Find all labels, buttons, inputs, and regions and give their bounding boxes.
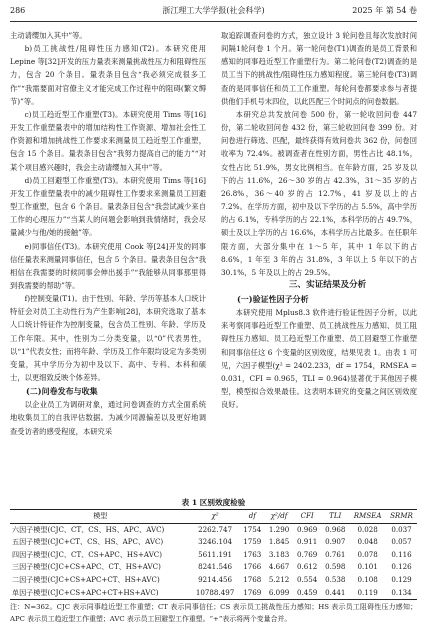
table-cell: 0.612 bbox=[296, 562, 318, 572]
table-cell: 6.099 bbox=[265, 587, 293, 600]
journal-name: 浙江理工大学学报(社会科学) bbox=[162, 6, 265, 15]
table-cell: 0.598 bbox=[325, 562, 346, 572]
table-cell: 0.554 bbox=[296, 574, 318, 584]
left-column bbox=[10, 29, 206, 438]
column-header: CFI bbox=[293, 510, 321, 524]
paragraph: b)员工挑战性/阻碍性压力感知(T2)。本研究使用 Lepine 等[32]开发的压力量表来测量挑战性压力和阻碍性压力，包含 20 个条目。量表条目包含“我必须完成很多工作”“我需要面对官僚主义才能完成工作过程中的阻碍(繁文缛节)”等。 bbox=[10, 44, 206, 106]
paragraph: e)同事信任(T3)。本研究使用 Cook 等[24]开发的同事信任量表来测量同事信任，包含 5 个条目。量表条目包含“我相信在我需要的时候同事会伸出援手”“我能够从同事那里得到我需要的帮助”等。 bbox=[10, 241, 206, 290]
column-header: TLI bbox=[321, 510, 349, 524]
column-header: 模型 bbox=[10, 510, 191, 524]
subsection-heading: (一)验证性因子分析 bbox=[237, 294, 309, 305]
table-cell: 0.037 bbox=[391, 524, 412, 534]
table-row bbox=[10, 536, 417, 549]
table-cell: 0.108 bbox=[357, 574, 378, 584]
table-cell: 1769 bbox=[240, 587, 265, 600]
model-cell: 五因子模型(CJC+CT、CS、HS、APC、AVC) bbox=[12, 537, 164, 547]
table-cell: 0.538 bbox=[325, 574, 346, 584]
table-cell: 5.212 bbox=[268, 574, 290, 584]
table-cell: 0.101 bbox=[357, 562, 378, 572]
column-header: df bbox=[240, 510, 265, 524]
table-row bbox=[10, 587, 417, 600]
table-cell: 1754 bbox=[243, 524, 262, 534]
table-cell: 0.126 bbox=[391, 562, 412, 572]
table-cell: 10788.497 bbox=[191, 587, 240, 600]
table-cell: 1768 bbox=[243, 574, 262, 584]
table-cell: 0.078 bbox=[357, 549, 378, 559]
table-row bbox=[10, 574, 417, 587]
table-cell: 0.441 bbox=[321, 587, 349, 600]
table-cell: 5611.191 bbox=[198, 549, 232, 559]
paragraph: 取追踪调查问卷的方式，独立设计 3 轮问卷且每次发放时间间隔1轮问卷 1 个月。第一轮问卷(T1)调查的是员工背景和感知的同事趋近型工作重塑行为。第二轮问卷(T2)调查的是员工当下的挑战性/阻碍性压力感知程度。第三轮问卷(T3)调查的是同事信任和员工工作重塑。每轮问卷都要求参与者提供他们手机号末四位，以此匹配三个时间点的问卷数据。 bbox=[221, 31, 417, 106]
table-cell: 0.968 bbox=[325, 524, 346, 534]
column-header: RMSEA bbox=[349, 510, 386, 524]
table-cell: 0.028 bbox=[357, 524, 378, 534]
model-cell: 四因子模型(CJC、CT、CS+APC、HS+AVC) bbox=[12, 549, 163, 559]
table-cell: 1766 bbox=[243, 562, 262, 572]
paragraph: 以企业员工为调研对象，通过问卷调查的方式全面系统地收集员工的自我评估数据。为减少同源偏差以及更好地调查受访者的感受程度，本研究采 bbox=[10, 400, 206, 436]
column-header: χ² bbox=[191, 510, 240, 524]
table-cell: 8241.546 bbox=[198, 562, 232, 572]
table-cell: 9214.456 bbox=[198, 574, 232, 584]
table-cell: 3.183 bbox=[268, 549, 290, 559]
paragraph: d)员工回避型工作重塑(T3)。本研究使用 Tims 等[16]开发工作重塑量表中的减少阻碍性工作要求来测量员工回避型工作重塑，包含 6 个条目。量表条目包含“我尝试减少来自工作的心理压力”“当某人的问题会影响到我情绪时，我会尽量减少与他/她的接触”等。 bbox=[10, 175, 206, 238]
table-block bbox=[10, 496, 417, 625]
page-number: 286 bbox=[10, 6, 26, 15]
paragraph: f)控制变量(T1)。由于性别、年龄、学历等基本人口统计特征会对员工主动性行为产生影响[28]，本研究选取了基本人口统计特征作为控制变量，包含员工性别、年龄、学历及工作年限。其中，性别为二分类变量，以“0”代表男性，以“1”代表女性；而将年龄、学历及工作年限均设定为多类别变量，其中学历分为初中及以下、高中、专科、本科和硕士，以更细致反映个体差异。 bbox=[10, 294, 206, 383]
table-cell: 0.907 bbox=[325, 537, 346, 547]
table-cell: 0.459 bbox=[293, 587, 321, 600]
table-cell: 2262.747 bbox=[198, 524, 232, 534]
table-cell: 0.769 bbox=[296, 549, 318, 559]
table-cell: 0.129 bbox=[391, 574, 412, 584]
column-header: χ²/df bbox=[265, 510, 293, 524]
table-header-row bbox=[10, 510, 417, 524]
table-cell: 0.761 bbox=[325, 549, 346, 559]
table-cell: 0.911 bbox=[296, 537, 318, 547]
table-cell: 1763 bbox=[243, 549, 262, 559]
table-cell: 0.119 bbox=[349, 587, 386, 600]
table-cell: 1.845 bbox=[268, 537, 290, 547]
table-caption: 表 1 区别效度检验 bbox=[181, 498, 246, 507]
table-cell: 1759 bbox=[243, 537, 262, 547]
table-row bbox=[10, 523, 417, 536]
table-cell: 0.048 bbox=[357, 537, 378, 547]
paragraph: 主动请缨加入其中”等。 bbox=[10, 31, 87, 40]
table-cell: 0.057 bbox=[391, 537, 412, 547]
issue-info: 2025 年 第 54 卷 bbox=[352, 6, 417, 15]
table-cell: 0.134 bbox=[386, 587, 417, 600]
column-header: SRMR bbox=[386, 510, 417, 524]
table-cell: 1.290 bbox=[268, 524, 290, 534]
page-header bbox=[10, 0, 417, 22]
model-cell: 三因子模型(CJC+CS+APC、CT、HS+AVC) bbox=[12, 562, 161, 572]
right-column bbox=[221, 29, 417, 411]
table-cell: 0.969 bbox=[296, 524, 318, 534]
table-cell: 4.667 bbox=[268, 562, 290, 572]
table-cell: 3246.104 bbox=[198, 537, 232, 547]
table-row bbox=[10, 561, 417, 574]
model-fit-table bbox=[10, 509, 417, 600]
subsection-heading: (二)问卷发布与收集 bbox=[26, 386, 98, 397]
table-note: 注：N=362。CJC 表示同事趋近型工作重塑；CT 表示同事信任；CS 表示员工挑战性压力感知；HS 表示员工阻碍性压力感知；APC 表示员工趋近型工作重塑；AVC 表示员工回避型工作重塑。“+”表示将两个变量合并。 bbox=[10, 603, 417, 623]
paragraph: c)员工趋近型工作重塑(T3)。本研究使用 Tims 等[16]开发工作重塑量表中的增加结构性工作资源、增加社会性工作资源和增加挑战性工作要求来测量员工趋近型工作重塑，包含 15 个条目。量表条目包含“我努力提高自己的能力”“对某个项目感兴趣时，我会主动请缨加入其中”等。 bbox=[10, 109, 206, 172]
table-row bbox=[10, 549, 417, 562]
model-cell: 六因子模型(CJC、CT、CS、HS、APC、AVC) bbox=[12, 524, 165, 534]
paragraph: 本研究总共发放问卷 500 份，第一轮收回问卷 447 份，第二轮收回问卷 432 份，第三轮收回问卷 399 份。对问卷进行筛选、匹配，最终获得有效问卷共 362 份，问卷回收率为 72.4%。被调查者在性别方面，男性占比 48.1%，女性占比 51.9%，男女比例相当。在年龄方面，25 岁及以下的占 11.6%，26～30 岁的占 42.3%，31～35 岁的占 26.8%，36～40 岁的占 12.7%，41 岁及以上的占 7.2%。在学历方面，初中及以下学历的占 5.5%，高中学历的占 6.1%，专科学历的占 22.1%，本科学历的占 49.7%，硕士及以上学历的占 16.6%，本科学历占比最多。在任职年限方面，大部分集中在 1～5 年，其中 1 年以下的占 8.6%，1 年至 3 年的占 31.8%，3 年以上 5 年以下的占 30.1%，5 年及以上的占 29.5%。 bbox=[221, 109, 417, 277]
model-cell: 单因子模型(CJC+CS+APC+CT+HS+AVC) bbox=[10, 587, 191, 600]
section-heading: 三、实证结果及分析 bbox=[288, 279, 367, 290]
paragraph: 本研究使用 Mplus8.3 软件进行验证性因子分析，以此来考察同事趋近型工作重塑、员工挑战性压力感知、员工阻碍性压力感知、员工趋近型工作重塑、员工回避型工作重塑和同事信任这 6 个变量的区别效度，结果见表 1。由表 1 可见，六因子模型(χ² = 2402.233，df = 1754，RMSEA = 0.031，CFI = 0.965，TLI = 0.964)显著优于其他因子模型，模型拟合效果最佳。这表明本研究的变量之间区别效度良好。 bbox=[221, 308, 417, 410]
table-cell: 0.116 bbox=[391, 549, 412, 559]
model-cell: 二因子模型(CJC+CS+APC+CT、HS+AVC) bbox=[12, 574, 160, 584]
